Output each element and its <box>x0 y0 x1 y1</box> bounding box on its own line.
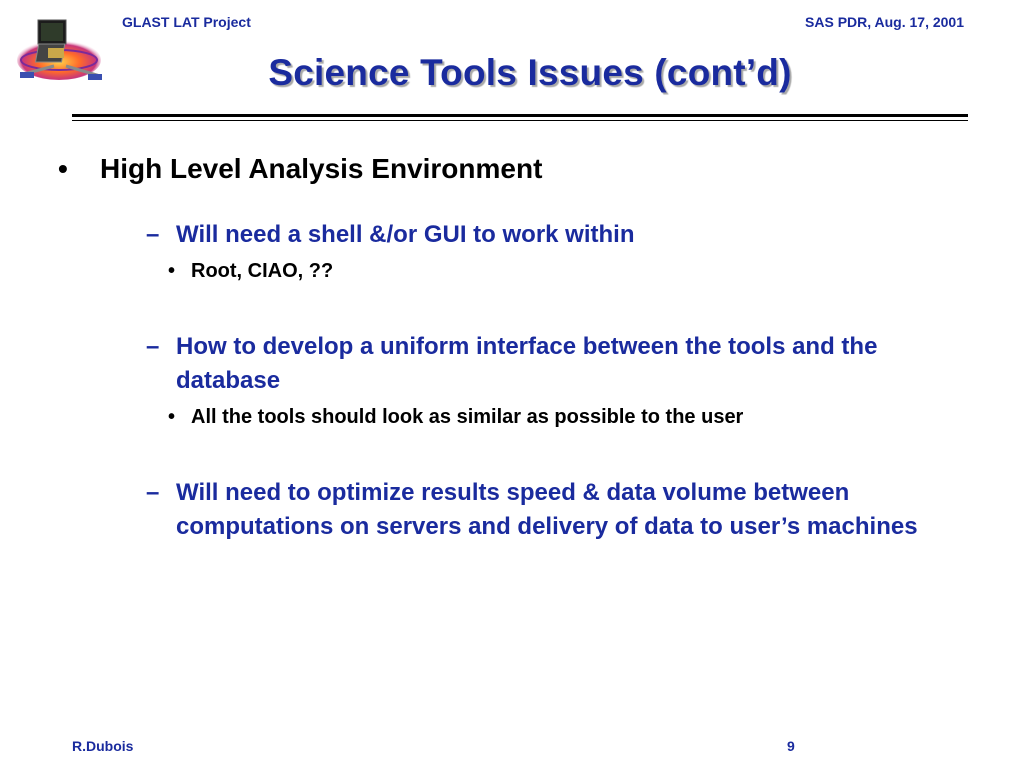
slide-title: Science Tools Issues (cont’d) <box>268 52 792 93</box>
dash-icon: – <box>146 333 160 360</box>
sub-sub-bullet-2 <box>168 402 958 432</box>
project-label: GLAST LAT Project <box>122 14 251 30</box>
dash-icon: – <box>146 479 160 506</box>
sub-bullet-3-text: Will need to optimize results speed & data volume between computations on servers and delivery of data to user’s machines <box>176 479 918 540</box>
sub-bullet-2-text: How to develop a uniform interface between the tools and the database <box>176 333 878 394</box>
bullet-icon: • <box>168 260 176 282</box>
page-number: 9 <box>787 738 795 754</box>
sub-bullet-1-text: Will need a shell &/or GUI to work within <box>176 221 635 248</box>
bullet-icon: • <box>168 406 176 428</box>
dash-icon: – <box>146 221 160 248</box>
title-divider-thin <box>72 120 968 121</box>
sub-sub-bullet-2-text: All the tools should look as similar as possible to the user <box>191 406 744 428</box>
slide-content <box>58 150 958 544</box>
bullet-icon: • <box>58 153 68 184</box>
bullet-main-text: High Level Analysis Environment <box>100 153 543 184</box>
sub-sub-bullet-1-text: Root, CIAO, ?? <box>191 260 334 282</box>
sub-bullet-1 <box>146 218 958 252</box>
title-divider <box>72 114 968 117</box>
sub-bullet-3 <box>146 476 958 544</box>
bullet-main <box>58 150 958 188</box>
sub-sub-bullet-1 <box>168 256 958 286</box>
sub-bullet-2 <box>146 330 958 398</box>
footer-author: R.Dubois <box>72 738 134 754</box>
event-label: SAS PDR, Aug. 17, 2001 <box>805 14 964 30</box>
